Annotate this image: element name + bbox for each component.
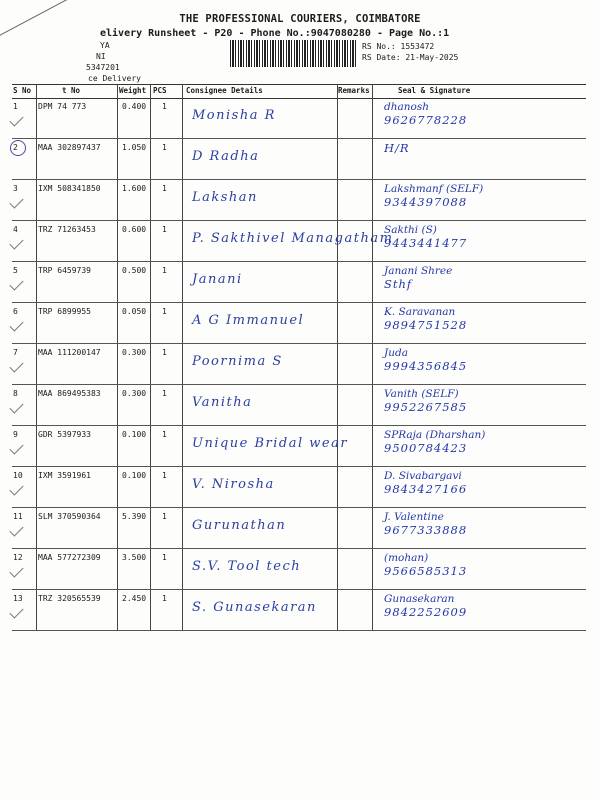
cell-pcs: 1 [162, 184, 167, 193]
col-pcs: PCS [153, 86, 167, 95]
rs-date: RS Date: 21-May-2025 [362, 53, 459, 62]
consignee-name: V. Nirosha [192, 477, 275, 492]
table-row [12, 467, 586, 508]
signature-name: D. Sivabargavi [384, 470, 462, 482]
cell-sno: 8 [13, 389, 18, 398]
signature-name: K. Saravanan [384, 306, 456, 318]
table-row [12, 98, 586, 139]
cell-weight: 1.050 [122, 143, 147, 152]
signature-phone: 9443441477 [384, 236, 468, 250]
header-fragment: 5347201 [86, 63, 120, 72]
cell-awb: GDR 5397933 [38, 430, 91, 439]
consignee-name: S. Gunasekaran [192, 600, 317, 615]
cell-weight: 0.600 [122, 225, 147, 234]
company-title: THE PROFESSIONAL COURIERS, COIMBATORE [179, 13, 421, 25]
cell-pcs: 1 [162, 102, 167, 111]
signature-phone: 9843427166 [384, 482, 468, 496]
cell-weight: 0.300 [122, 348, 147, 357]
col-seal: Seal & Signature [398, 86, 471, 95]
cell-pcs: 1 [162, 266, 167, 275]
consignee-name: A G Immanuel [192, 313, 305, 328]
signature [384, 306, 584, 332]
cell-pcs: 1 [162, 553, 167, 562]
signature [384, 347, 584, 373]
col-remarks: Remarks [338, 86, 370, 95]
signature-name: Sakthi (S) [384, 224, 437, 236]
cell-sno: 6 [13, 307, 18, 316]
col-consignee: Consignee Details [186, 86, 263, 95]
signature-name: Juda [384, 347, 408, 359]
signature [384, 429, 584, 455]
signature-name: SPRaja (Dharshan) [384, 429, 486, 441]
signature [384, 224, 584, 250]
signature [384, 552, 584, 578]
table-row [12, 385, 586, 426]
signature-phone: 9626778228 [384, 113, 468, 127]
signature [384, 101, 584, 127]
cell-sno: 5 [13, 266, 18, 275]
cell-awb: DPM 74 773 [38, 102, 87, 111]
cell-weight: 0.400 [122, 102, 147, 111]
consignee-name: Poornima S [192, 354, 283, 369]
col-weight: Weight [119, 86, 147, 95]
signature-phone: 9500784423 [384, 441, 468, 455]
signature-phone: Sthf [384, 277, 413, 291]
tick-mark [9, 317, 23, 331]
signature [384, 511, 584, 537]
runsheet-title: elivery Runsheet - P20 - Phone No.:9047080280 - Page No.:1 [100, 28, 450, 39]
signature-phone: H/R [384, 141, 410, 155]
cell-sno: 10 [13, 471, 23, 480]
table-row [12, 590, 586, 631]
signature-phone: 9842252609 [384, 605, 468, 619]
table-row [12, 426, 586, 467]
barcode [230, 40, 357, 67]
cell-weight: 0.100 [122, 471, 147, 480]
cell-pcs: 1 [162, 307, 167, 316]
signature-name: dhanosh [384, 101, 429, 113]
cell-pcs: 1 [162, 348, 167, 357]
cell-pcs: 1 [162, 471, 167, 480]
cell-weight: 5.390 [122, 512, 147, 521]
consignee-name: Janani [192, 272, 243, 287]
signature-name: Lakshmanf (SELF) [384, 183, 484, 195]
cell-weight: 1.600 [122, 184, 147, 193]
cell-weight: 0.300 [122, 389, 147, 398]
consignee-name: Lakshan [192, 190, 258, 205]
tick-mark [9, 481, 23, 495]
table-row [12, 139, 586, 180]
consignee-name: Monisha R [192, 108, 276, 123]
cell-awb: IXM 3591961 [38, 471, 91, 480]
cell-sno: 7 [13, 348, 18, 357]
consignee-name: S.V. Tool tech [192, 559, 302, 574]
cell-sno: 13 [13, 594, 23, 603]
table-row [12, 303, 586, 344]
tick-mark [9, 604, 23, 618]
table-row [12, 180, 586, 221]
cell-pcs: 1 [162, 143, 167, 152]
cell-pcs: 1 [162, 225, 167, 234]
tick-mark [9, 276, 23, 290]
cell-sno: 2 [13, 143, 18, 152]
signature-name: Janani Shree [384, 265, 453, 277]
cell-pcs: 1 [162, 430, 167, 439]
consignee-name: Unique Bridal wear [192, 436, 349, 451]
cell-weight: 0.500 [122, 266, 147, 275]
header-fragment: NI [96, 52, 106, 61]
signature-phone: 9952267585 [384, 400, 468, 414]
cell-awb: TRZ 71263453 [38, 225, 96, 234]
tick-mark [9, 399, 23, 413]
signature-name: (mohan) [384, 552, 429, 564]
cell-awb: IXM 508341850 [38, 184, 101, 193]
signature-phone: 9566585313 [384, 564, 468, 578]
signature [384, 593, 584, 619]
tick-mark [9, 112, 23, 126]
rs-number: RS No.: 1553472 [362, 42, 435, 51]
signature [384, 388, 584, 414]
column-header [12, 84, 586, 99]
col-awb: t No [62, 86, 81, 95]
cell-sno: 12 [13, 553, 23, 562]
tick-mark [9, 522, 23, 536]
table-row [12, 508, 586, 549]
cell-awb: MAA 577272309 [38, 553, 101, 562]
signature-name: J. Valentine [384, 511, 444, 523]
consignee-name: Vanitha [192, 395, 253, 410]
cell-awb: TRP 6899955 [38, 307, 91, 316]
signature-phone: 9894751528 [384, 318, 468, 332]
cell-weight: 0.100 [122, 430, 147, 439]
col-sno: S No [13, 86, 32, 95]
table-row [12, 549, 586, 590]
table-row [12, 344, 586, 385]
header-fragment: ce Delivery [88, 74, 141, 83]
tick-mark [9, 440, 23, 454]
cell-sno: 11 [13, 512, 23, 521]
signature-phone: 9344397088 [384, 195, 468, 209]
header-fragment: YA [100, 41, 110, 50]
tick-mark [9, 563, 23, 577]
signature [384, 470, 584, 496]
cell-sno: 1 [13, 102, 18, 111]
tick-mark [9, 235, 23, 249]
cell-sno: 4 [13, 225, 18, 234]
tick-mark [9, 194, 23, 208]
cell-awb: MAA 111200147 [38, 348, 101, 357]
table-row [12, 221, 586, 262]
cell-pcs: 1 [162, 594, 167, 603]
cell-awb: TRP 6459739 [38, 266, 91, 275]
cell-awb: TRZ 320565539 [38, 594, 101, 603]
cell-pcs: 1 [162, 512, 167, 521]
cell-sno: 3 [13, 184, 18, 193]
signature-name: Vanith (SELF) [384, 388, 459, 400]
table-row [12, 262, 586, 303]
consignee-name: D Radha [192, 149, 260, 164]
cell-weight: 3.500 [122, 553, 147, 562]
signature [384, 142, 584, 155]
tick-mark [9, 358, 23, 372]
cell-awb: MAA 869495383 [38, 389, 101, 398]
cell-pcs: 1 [162, 389, 167, 398]
cell-weight: 0.050 [122, 307, 147, 316]
cell-sno: 9 [13, 430, 18, 439]
cell-awb: MAA 302897437 [38, 143, 101, 152]
consignee-name: Gurunathan [192, 518, 287, 533]
signature [384, 265, 584, 291]
signature-phone: 9994356845 [384, 359, 468, 373]
circle-mark [10, 140, 26, 156]
consignee-name: P. Sakthivel Managatham [192, 231, 394, 246]
signature [384, 183, 584, 209]
cell-weight: 2.450 [122, 594, 147, 603]
signature-phone: 9677333888 [384, 523, 468, 537]
cell-awb: SLM 370590364 [38, 512, 101, 521]
signature-name: Gunasekaran [384, 593, 455, 605]
